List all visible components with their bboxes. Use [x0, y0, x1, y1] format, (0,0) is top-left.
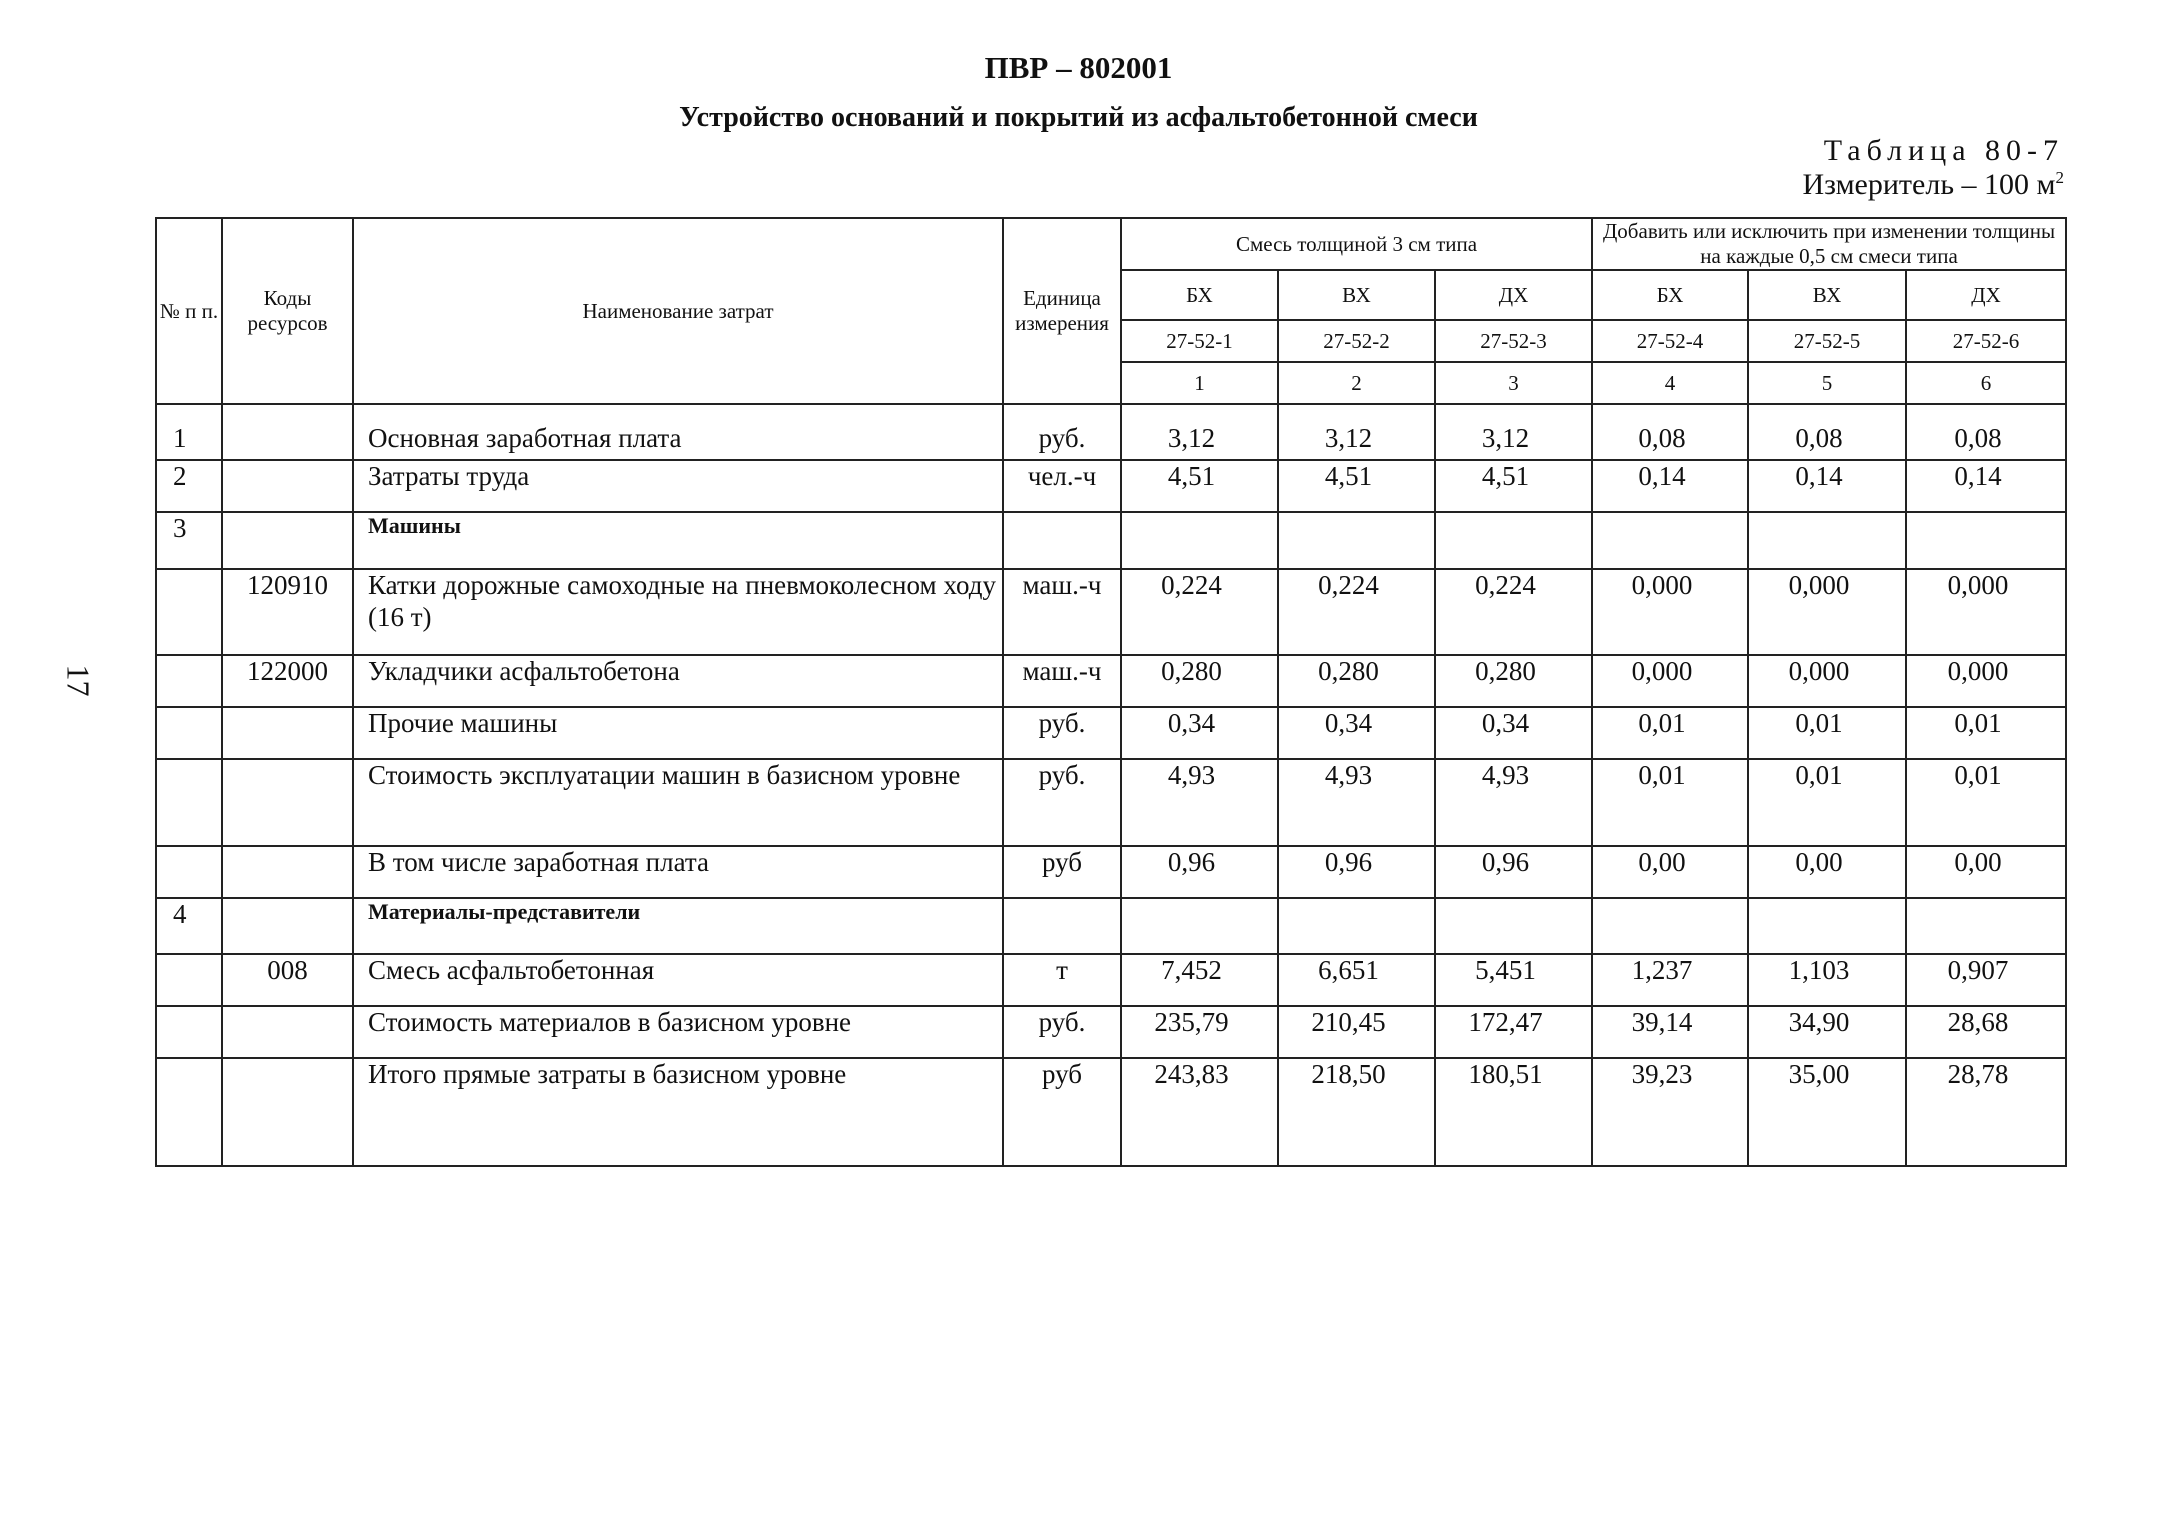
- value-cell: 0,000: [1592, 569, 1748, 656]
- table-row: [156, 569, 2066, 656]
- value-cell: 0,280: [1121, 655, 1278, 707]
- value-cell: [1435, 898, 1592, 954]
- value-cell: 180,51: [1435, 1058, 1592, 1166]
- header-code: 27-52-6: [1906, 320, 2066, 362]
- value-cell: 0,96: [1435, 846, 1592, 898]
- value-cell: 0,08: [1906, 404, 2066, 460]
- value-cell: 0,34: [1121, 707, 1278, 759]
- resource-code: [222, 846, 353, 898]
- value-cell: 3,12: [1121, 404, 1278, 460]
- table-row: [156, 759, 2066, 846]
- value-cell: 4,93: [1435, 759, 1592, 846]
- value-cell: 1,103: [1748, 954, 1906, 1006]
- value-cell: 0,000: [1906, 569, 2066, 656]
- resource-code: [222, 707, 353, 759]
- value-cell: 0,34: [1435, 707, 1592, 759]
- header-code: 27-52-5: [1748, 320, 1906, 362]
- resource-code: [222, 759, 353, 846]
- value-cell: [1278, 512, 1435, 568]
- resource-code: [222, 404, 353, 460]
- value-cell: 0,000: [1748, 655, 1906, 707]
- value-cell: 0,14: [1592, 460, 1748, 512]
- value-cell: 0,08: [1748, 404, 1906, 460]
- value-cell: 0,01: [1906, 707, 2066, 759]
- value-cell: 7,452: [1121, 954, 1278, 1006]
- row-number: 3: [156, 512, 222, 568]
- value-cell: 0,224: [1435, 569, 1592, 656]
- resource-code: [222, 460, 353, 512]
- value-cell: 4,93: [1121, 759, 1278, 846]
- cost-name: Затраты труда: [353, 460, 1003, 512]
- value-cell: 35,00: [1748, 1058, 1906, 1166]
- value-cell: [1435, 512, 1592, 568]
- cost-name: Смесь асфальтобетонная: [353, 954, 1003, 1006]
- header-code: 27-52-3: [1435, 320, 1592, 362]
- header-type: ВХ: [1748, 270, 1906, 320]
- value-cell: [1748, 898, 1906, 954]
- header-group-base: Смесь толщиной 3 см типа: [1121, 218, 1592, 270]
- value-cell: 0,01: [1592, 707, 1748, 759]
- value-cell: 0,224: [1121, 569, 1278, 656]
- table-row: [156, 460, 2066, 512]
- unit: [1003, 512, 1121, 568]
- value-cell: 0,96: [1121, 846, 1278, 898]
- value-cell: 0,14: [1906, 460, 2066, 512]
- value-cell: 28,68: [1906, 1006, 2066, 1058]
- cost-name: Стоимость эксплуатации машин в базисном уровне: [353, 759, 1003, 846]
- resource-code: [222, 898, 353, 954]
- header-no: № п п.: [156, 218, 222, 404]
- header-type: БХ: [1592, 270, 1748, 320]
- unit: руб: [1003, 1058, 1121, 1166]
- resource-code: 122000: [222, 655, 353, 707]
- header-code: 27-52-1: [1121, 320, 1278, 362]
- measurer-text: Измеритель – 100 м: [1802, 168, 2056, 201]
- value-cell: 0,000: [1592, 655, 1748, 707]
- value-cell: 4,93: [1278, 759, 1435, 846]
- row-number: [156, 759, 222, 846]
- cost-name: Стоимость материалов в базисном уровне: [353, 1006, 1003, 1058]
- cost-name: Катки дорожные самоходные на пневмоколесном ходу (16 т): [353, 569, 1003, 656]
- header-col-number: 4: [1592, 362, 1748, 404]
- row-number: 1: [156, 404, 222, 460]
- resource-code: 008: [222, 954, 353, 1006]
- value-cell: 0,00: [1592, 846, 1748, 898]
- resource-code: [222, 512, 353, 568]
- unit: руб.: [1003, 1006, 1121, 1058]
- unit: руб.: [1003, 759, 1121, 846]
- value-cell: 3,12: [1435, 404, 1592, 460]
- value-cell: 0,280: [1435, 655, 1592, 707]
- value-cell: 28,78: [1906, 1058, 2066, 1166]
- value-cell: 4,51: [1278, 460, 1435, 512]
- row-number: [156, 1006, 222, 1058]
- header-code: 27-52-2: [1278, 320, 1435, 362]
- value-cell: 0,224: [1278, 569, 1435, 656]
- value-cell: 243,83: [1121, 1058, 1278, 1166]
- unit: маш.-ч: [1003, 655, 1121, 707]
- value-cell: 0,00: [1748, 846, 1906, 898]
- value-cell: [1278, 898, 1435, 954]
- row-number: [156, 569, 222, 656]
- header-type: ДХ: [1906, 270, 2066, 320]
- table-row: [156, 1058, 2066, 1166]
- header-unit: Единица измерения: [1003, 218, 1121, 404]
- row-number: [156, 707, 222, 759]
- header-type: ДХ: [1435, 270, 1592, 320]
- row-number: [156, 846, 222, 898]
- value-cell: 39,23: [1592, 1058, 1748, 1166]
- cost-name: Основная заработная плата: [353, 404, 1003, 460]
- cost-name: Итого прямые затраты в базисном уровне: [353, 1058, 1003, 1166]
- cost-name: Укладчики асфальтобетона: [353, 655, 1003, 707]
- value-cell: 0,00: [1906, 846, 2066, 898]
- unit: руб.: [1003, 404, 1121, 460]
- value-cell: 5,451: [1435, 954, 1592, 1006]
- value-cell: 0,907: [1906, 954, 2066, 1006]
- table-row: [156, 512, 2066, 568]
- value-cell: 172,47: [1435, 1006, 1592, 1058]
- value-cell: 210,45: [1278, 1006, 1435, 1058]
- document-code: ПВР – 802001: [984, 50, 1173, 85]
- value-cell: [1906, 898, 2066, 954]
- value-cell: 1,237: [1592, 954, 1748, 1006]
- header-codes: Коды ресурсов: [222, 218, 353, 404]
- table-row: [156, 404, 2066, 460]
- value-cell: 0,01: [1748, 707, 1906, 759]
- table-number: Таблица 80-7: [1823, 134, 2064, 167]
- value-cell: [1121, 898, 1278, 954]
- header-col-number: 5: [1748, 362, 1906, 404]
- value-cell: 235,79: [1121, 1006, 1278, 1058]
- value-cell: 0,96: [1278, 846, 1435, 898]
- header-group-adjust: Добавить или исключить при изменении толщины на каждые 0,5 см смеси типа: [1592, 218, 2066, 270]
- value-cell: [1906, 512, 2066, 568]
- resource-code: [222, 1058, 353, 1166]
- value-cell: 218,50: [1278, 1058, 1435, 1166]
- table-row: [156, 707, 2066, 759]
- value-cell: 3,12: [1278, 404, 1435, 460]
- header-col-number: 6: [1906, 362, 2066, 404]
- resource-table: [155, 217, 2067, 1167]
- measurer-superscript: 2: [2055, 168, 2064, 187]
- unit: руб: [1003, 846, 1121, 898]
- page-number: 17: [60, 664, 97, 697]
- value-cell: 0,08: [1592, 404, 1748, 460]
- value-cell: [1748, 512, 1906, 568]
- value-cell: 0,280: [1278, 655, 1435, 707]
- row-number: 2: [156, 460, 222, 512]
- table-row: [156, 655, 2066, 707]
- value-cell: 6,651: [1278, 954, 1435, 1006]
- value-cell: 0,34: [1278, 707, 1435, 759]
- value-cell: [1121, 512, 1278, 568]
- table-row: [156, 1006, 2066, 1058]
- value-cell: [1592, 512, 1748, 568]
- value-cell: 4,51: [1121, 460, 1278, 512]
- value-cell: [1592, 898, 1748, 954]
- row-number: [156, 655, 222, 707]
- resource-code: 120910: [222, 569, 353, 656]
- value-cell: 34,90: [1748, 1006, 1906, 1058]
- value-cell: 0,000: [1906, 655, 2066, 707]
- measurer: [1802, 168, 2064, 202]
- header-type: ВХ: [1278, 270, 1435, 320]
- value-cell: 4,51: [1435, 460, 1592, 512]
- value-cell: 0,01: [1592, 759, 1748, 846]
- table-row: [156, 954, 2066, 1006]
- unit: чел.-ч: [1003, 460, 1121, 512]
- value-cell: 0,01: [1748, 759, 1906, 846]
- unit: [1003, 898, 1121, 954]
- header-code: 27-52-4: [1592, 320, 1748, 362]
- value-cell: 0,000: [1748, 569, 1906, 656]
- unit: маш.-ч: [1003, 569, 1121, 656]
- table-row: [156, 846, 2066, 898]
- header-col-number: 1: [1121, 362, 1278, 404]
- header-col-number: 3: [1435, 362, 1592, 404]
- header-type: БХ: [1121, 270, 1278, 320]
- row-number: [156, 1058, 222, 1166]
- unit: руб.: [1003, 707, 1121, 759]
- header-name: Наименование затрат: [353, 218, 1003, 404]
- document-title: Устройство оснований и покрытий из асфальтобетонной смеси: [679, 102, 1478, 133]
- table-body: [156, 404, 2066, 1166]
- value-cell: 0,14: [1748, 460, 1906, 512]
- cost-name: В том числе заработная плата: [353, 846, 1003, 898]
- cost-name: Прочие машины: [353, 707, 1003, 759]
- row-number: [156, 954, 222, 1006]
- table-header: [156, 218, 2066, 404]
- unit: т: [1003, 954, 1121, 1006]
- resource-code: [222, 1006, 353, 1058]
- table-row: [156, 898, 2066, 954]
- section-heading: Материалы-представители: [353, 898, 1003, 954]
- section-heading: Машины: [353, 512, 1003, 568]
- row-number: 4: [156, 898, 222, 954]
- header-col-number: 2: [1278, 362, 1435, 404]
- value-cell: 0,01: [1906, 759, 2066, 846]
- value-cell: 39,14: [1592, 1006, 1748, 1058]
